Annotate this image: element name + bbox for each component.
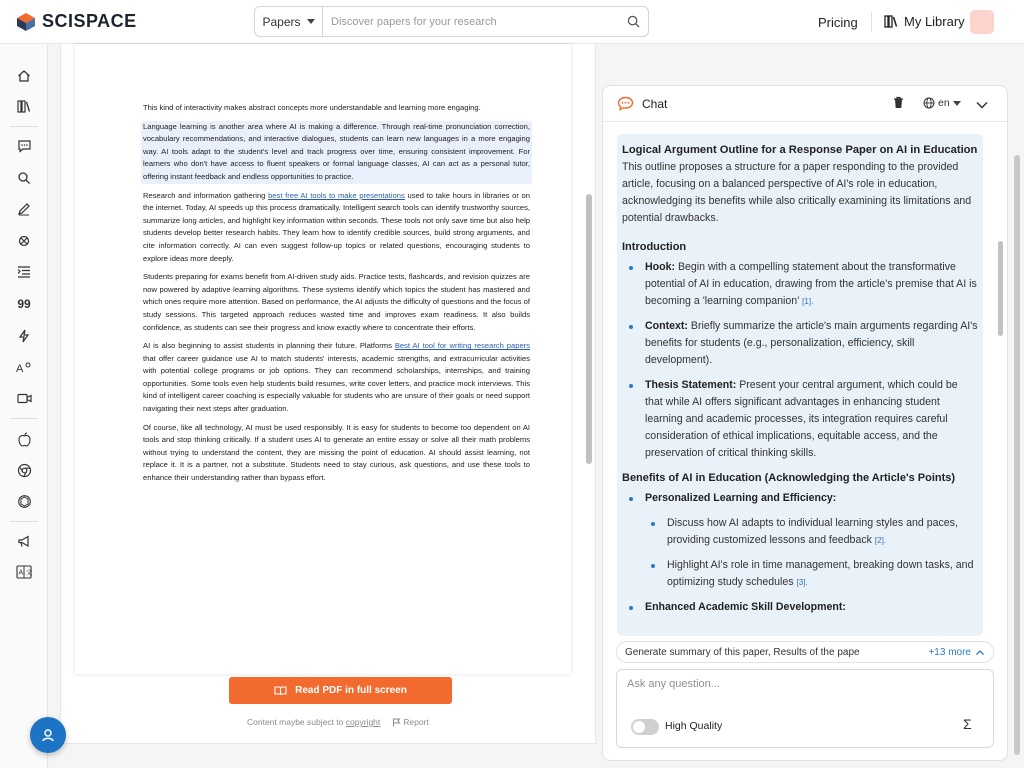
search-scope-label: Papers [262,14,301,29]
library-icon[interactable] [14,96,34,116]
bullet-label: Personalized Learning and Efficiency: [645,492,837,504]
ask-box [616,669,994,748]
pdf-text-span: Research and information gathering [143,190,269,200]
chat-title-label: Chat [642,96,668,111]
toggle-knob [633,721,645,733]
megaphone-icon[interactable] [14,531,34,551]
ask-input[interactable] [627,678,977,690]
openai-icon[interactable] [14,491,34,511]
pdf-paragraph [143,190,530,266]
scispace-logo[interactable] [16,11,137,32]
header-divider [871,12,872,32]
citation-link[interactable]: [1]. [802,297,814,306]
sidebar-separator [10,126,38,127]
top-header [0,0,1024,44]
list-icon[interactable] [14,262,34,282]
collapse-chevron-icon[interactable] [975,97,989,115]
chevron-down-icon [307,19,315,24]
suggestion-text: Generate summary of this paper, Results of the pape [625,646,860,658]
language-label: en [938,97,950,109]
bolt-icon[interactable] [14,326,34,346]
pdf-link-research-papers[interactable]: Best AI tool for writing research papers [394,341,530,351]
book-open-icon [274,686,287,696]
sigma-icon[interactable]: Σ [963,716,972,732]
video-icon[interactable] [14,388,34,408]
pdf-paragraph [143,340,530,416]
list-item [622,557,978,591]
search-scope-select[interactable] [255,7,323,36]
report-label: Report [403,717,429,727]
bullet-text: Begin with a compelling statement about the transformative potential of AI in education, drawing from the article's premise that AI is becoming a 'learning companion' [645,261,977,307]
pdf-text-span: used to take hours in libraries or on the internet. Today, AI speeds up this process dramatically. Intelligent search tools can identify trustworthy sources, summarize long articles, and highlight key information within seconds. These tools not only save time but also help students develop better research habits. They learn how to identify credible sources, build strong arguments, and cite information correctly. AI can even suggest follow-up topics or related questions, encouraging students to explore ideas more deeply. [143,190,530,263]
pdf-viewer [48,44,596,768]
suggestion-chip[interactable] [616,641,994,663]
high-quality-toggle[interactable] [631,719,659,735]
citation-link[interactable]: [3]. [796,578,808,587]
trash-icon[interactable] [893,96,904,114]
pricing-link[interactable]: Pricing [818,15,858,30]
svg-text:A: A [16,363,24,373]
bullet-text: Discuss how AI adapts to individual learning styles and paces, providing customized lessons and feedback [667,517,958,546]
answer-section-heading: Benefits of AI in Education (Acknowledging the Article's Points) [622,472,956,484]
pdf-paragraph: Students preparing for exams benefit from AI-driven study aids. Practice tests, flashcards, and revision quizzes are now powered by adaptive learning algorithms. These systems identify which topics the student has mastered and which ones require more attention. Based on performance, the AI adjusts the difficulty of questions and the focus of study sessions. This targeted approach reduces wasted time and improves exam readiness. It also builds confidence, as students can see their progress and know exactly where to concentrate their efforts. [143,272,530,332]
bullet-label: Thesis Statement: [645,379,737,391]
copyright-note-text-wrap [247,717,380,727]
ai-detector-icon[interactable] [14,357,34,377]
help-button[interactable] [30,717,66,753]
list-item [622,259,978,310]
pdf-page [75,44,571,674]
list-item [622,490,978,507]
bullet-label: Enhanced Academic Skill Development: [645,601,846,613]
pdf-text [143,102,530,491]
answer-section-heading: Introduction [622,241,687,253]
logo-icon [16,12,36,32]
books-icon [884,15,898,28]
list-item [622,318,978,369]
chat-panel [602,85,1008,761]
chevron-down-icon [953,101,961,106]
chrome-icon[interactable] [14,460,34,480]
bullet-text: Briefly summarize the article's main arguments regarding AI's benefits for students (e.g., personalization, efficiency, skill development). [645,320,978,366]
flag-icon [392,718,401,727]
home-icon[interactable] [14,66,34,86]
pdf-paragraph: Of course, like all technology, AI must be used responsibly. It is easy for students to become too dependent on AI tools and stop thinking critically. If a student uses AI to generate an entire essay or solve all their math problems without trying to understand the content, they are missing the point of education. AI should assist learning, not replace it. It is a partner, not a substitute. Students need to stay curious, ask questions, and use these tools to enhance their understanding rather than bypass effort. [143,422,530,483]
chat-title [617,96,667,111]
pdf-paragraph: This kind of interactivity makes abstract concepts more understandable and learning more engaging. [143,103,481,112]
pdf-card [60,44,596,744]
assistant-icon [40,727,56,743]
chat-icon[interactable] [14,136,34,156]
more-suggestions-button[interactable] [928,647,985,658]
search-bar [254,6,649,37]
logo-text: SCISPACE [42,11,137,31]
answer-title: Logical Argument Outline for a Response Paper on AI in Education [622,144,978,156]
search-input[interactable] [323,16,618,28]
more-suggestions-label: +13 more [928,646,971,658]
report-button[interactable] [392,717,429,727]
chat-header [603,86,1007,122]
read-full-screen-button[interactable] [229,677,452,704]
chat-scrollbar[interactable] [998,241,1003,336]
globe-icon [923,97,935,109]
translate-icon[interactable] [14,562,34,582]
pdf-text-span: that offer career guidance use AI to match students' interests, academic strengths, and extracurricular activities with potential college programs or job options. They can recommend scholarships, internships, and training opportunities. Some tools even help students build resumes, write cover letters, and practice mock interviews. This kind of intelligent career coaching is especially valuable for students who are unsure of their goals or need support navigating their next steps after graduation. [143,353,530,414]
language-select[interactable] [923,97,961,109]
chat-bubble-icon [617,96,634,111]
answer-intro: This outline proposes a structure for a paper responding to the provided article, focusing on a balanced perspective of AI's role in education, acknowledging its benefits while also critically examining its limitations and potential drawbacks. [622,161,972,224]
write-icon[interactable] [14,199,34,219]
read-full-screen-label: Read PDF in full screen [295,685,407,696]
pdf-scrollbar[interactable] [586,194,592,464]
sidebar-separator [10,418,38,419]
pdf-link-presentations[interactable]: best free AI tools to make presentations [268,190,405,200]
avatar[interactable] [970,10,994,34]
svg-text:文: 文 [25,569,32,577]
copyright-link[interactable]: copyright [345,717,381,727]
citation-link[interactable]: [2]. [874,536,887,545]
search-literature-icon[interactable] [14,168,34,188]
apple-icon[interactable] [14,429,34,449]
list-item [622,377,978,462]
citation-icon[interactable]: 99 [17,297,31,311]
list-item [622,599,978,616]
list-item [622,515,978,549]
page-scrollbar[interactable] [1014,155,1020,755]
bullet-text: Highlight AI's role in time management, breaking down tasks, and optimizing study schedules [667,559,974,588]
bullet-label: Hook: [645,261,676,273]
sidebar-separator [10,521,38,522]
chevron-up-icon [975,649,985,656]
high-quality-label: High Quality [665,720,723,732]
svg-text:A: A [18,569,24,577]
pdf-text-span: AI is also beginning to assist students in planning their future. Platforms [143,341,395,351]
left-sidebar [0,44,48,768]
my-library-button[interactable] [884,14,965,29]
bullet-text: Present your central argument, which could be that while AI offers significant advantages in enhancing student learning and academic processes, its integration requires careful consideration of ethical implications, equitable access, and the preservation of critical thinking skills. [645,379,958,459]
copyright-note-text: Content maybe subject to [247,717,344,727]
search-icon[interactable] [618,15,648,28]
bullet-label: Context: [645,320,688,332]
copyright-note [247,717,429,727]
pdf-paragraph-highlighted[interactable]: Language learning is another area where AI is making a difference. Through real-time pronunciation correction, vocabulary recommendations, and interactive dialogues, students can learn new languages in a more engaging way. AI tools adapt to the student's level and track progress over time, ensuring consistent improvement. For learners who don't have access to fluent speakers or formal language classes, AI can act as a personal tutor, offering instant feedback and endless opportunities to practice. [141,121,532,184]
my-library-label: My Library [904,14,965,29]
extract-icon[interactable] [14,231,34,251]
ai-answer [617,134,983,636]
